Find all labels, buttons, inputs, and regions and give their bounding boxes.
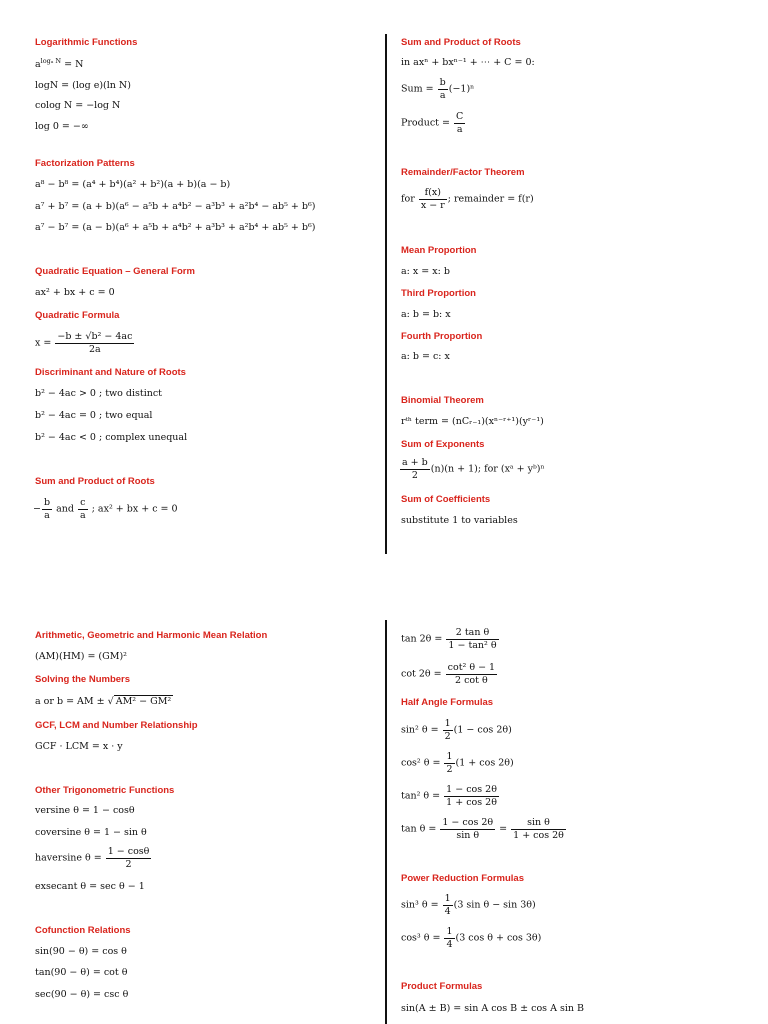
log1-rhs: = N bbox=[64, 59, 84, 70]
disc-formula-1: b² − 4ac > 0 ; two distinct bbox=[35, 388, 162, 399]
half-title: Half Angle Formulas bbox=[401, 697, 494, 708]
half4-num1: 1 − cos 2θ bbox=[442, 817, 494, 828]
tan2-frac bbox=[446, 628, 498, 650]
quad-title: Quadratic Equation – General Form bbox=[35, 266, 195, 277]
cot2-den: 2 cot θ bbox=[455, 674, 488, 686]
half2-two: 2 bbox=[446, 763, 453, 775]
half3-lhs: tan² θ = bbox=[401, 790, 441, 802]
pow2-lhs: cos³ θ = bbox=[401, 932, 441, 944]
trig3-den: 2 bbox=[125, 858, 132, 870]
prodf-title: Product Formulas bbox=[401, 981, 483, 992]
log-formula-3: colog N = −log N bbox=[35, 100, 121, 111]
product-formula bbox=[401, 112, 466, 134]
trig3-lhs: haversine θ = bbox=[35, 852, 102, 864]
prod-frac bbox=[454, 112, 465, 134]
tan2-num: 2 tan θ bbox=[446, 628, 498, 640]
fact-formula-3: a⁷ − b⁷ = (a − b)(a⁶ + a⁵b + a⁴b² + a³b³ + a²b⁴ + ab⁵ + b⁶) bbox=[35, 222, 316, 233]
half2-tail: (1 + cos 2θ) bbox=[455, 757, 514, 769]
sum-lhs: Sum = bbox=[401, 83, 434, 95]
agh-formula: (AM)(HM) = (GM)² bbox=[35, 651, 127, 662]
spr-frac-2 bbox=[78, 498, 88, 520]
cof-formula-1: sin(90 − θ) = cos θ bbox=[35, 946, 127, 957]
spr-frac-1 bbox=[42, 498, 52, 520]
log-formula-2: logN = (log e)(ln N) bbox=[35, 80, 131, 91]
mean-title: Mean Proportion bbox=[401, 245, 477, 256]
half-formula-4 bbox=[401, 818, 567, 840]
half1-lhs: sin² θ = bbox=[401, 724, 439, 736]
trig-formula-4: exsecant θ = sec θ − 1 bbox=[35, 881, 145, 892]
rem-frac bbox=[419, 188, 447, 210]
qf-fraction bbox=[55, 332, 134, 354]
pow1-four: 4 bbox=[444, 905, 451, 917]
half-formula-2 bbox=[401, 752, 514, 774]
bottom-divider bbox=[385, 620, 387, 1024]
half3-frac bbox=[444, 785, 499, 807]
disc-title: Discriminant and Nature of Roots bbox=[35, 367, 186, 378]
cof-formula-3: sec(90 − θ) = csc θ bbox=[35, 989, 129, 1000]
tan2-lhs: tan 2θ = bbox=[401, 633, 443, 645]
solve-lhs: a or b = AM ± bbox=[35, 696, 105, 707]
log-title: Logarithmic Functions bbox=[35, 37, 138, 48]
spr-a2: a bbox=[80, 509, 86, 521]
mean-formula: a: x = x: b bbox=[401, 266, 450, 277]
trig3-frac bbox=[106, 847, 152, 869]
binom-formula: rᵗʰ term = (nCᵣ₋₁)(xⁿ⁻ʳ⁺¹)(yʳ⁻¹) bbox=[401, 416, 544, 427]
trig-formula-1: versine θ = 1 − cosθ bbox=[35, 805, 135, 816]
half3-num: 1 − cos 2θ bbox=[446, 784, 497, 795]
cot2-num: cot² θ − 1 bbox=[447, 662, 496, 673]
spr-c: c bbox=[78, 498, 88, 510]
half2-frac bbox=[444, 752, 454, 774]
spr-left-formula bbox=[33, 498, 178, 520]
spr-right-title: Sum and Product of Roots bbox=[401, 37, 521, 48]
sexp-frac bbox=[400, 458, 430, 480]
trig-title: Other Trigonometric Functions bbox=[35, 785, 175, 796]
half4-den2: 1 + cos 2θ bbox=[513, 829, 564, 841]
spr-right-1: in axⁿ + bxⁿ⁻¹ + ⋯ + C = 0: bbox=[401, 57, 535, 68]
sexp-den: 2 bbox=[411, 469, 418, 481]
cot2-lhs: cot 2θ = bbox=[401, 668, 442, 680]
top-divider bbox=[385, 34, 387, 554]
log-formula-4: log 0 = −∞ bbox=[35, 121, 89, 132]
half1-tail: (1 − cos 2θ) bbox=[453, 724, 512, 736]
sum-formula bbox=[401, 78, 474, 100]
sexp-tail: (n)(n + 1); for (xᵃ + yᵇ)ⁿ bbox=[430, 463, 545, 475]
solve-formula: a or b = AM ± √ AM² − GM² bbox=[35, 696, 172, 707]
fact-title: Factorization Patterns bbox=[35, 158, 135, 169]
pow1-frac bbox=[443, 894, 453, 916]
pow-formula-1 bbox=[401, 894, 536, 916]
qf-num: −b ± √b² − 4ac bbox=[57, 331, 133, 342]
qf-den: 2a bbox=[89, 343, 101, 355]
rem-lhs: for bbox=[401, 193, 415, 205]
scoef-formula: substitute 1 to variables bbox=[401, 515, 518, 526]
pow1-tail: (3 sin θ − sin 3θ) bbox=[453, 899, 536, 911]
cof-formula-2: tan(90 − θ) = cot θ bbox=[35, 967, 128, 978]
cot2-formula bbox=[401, 663, 498, 685]
half-formula-1 bbox=[401, 719, 512, 741]
pow2-tail: (3 cos θ + cos 3θ) bbox=[455, 932, 542, 944]
half3-den: 1 + cos 2θ bbox=[446, 796, 497, 808]
pow-formula-2 bbox=[401, 927, 541, 949]
spr-left-title: Sum and Product of Roots bbox=[35, 476, 155, 487]
sum-frac bbox=[438, 78, 448, 100]
gcf-formula: GCF · LCM = x · y bbox=[35, 741, 123, 752]
sum-a: a bbox=[439, 89, 446, 101]
trig3-num: 1 − cosθ bbox=[107, 846, 150, 857]
half1-one: 1 bbox=[444, 718, 451, 729]
disc-formula-2: b² − 4ac = 0 ; two equal bbox=[35, 410, 153, 421]
spr-tail: ; ax² + bx + c = 0 bbox=[91, 503, 178, 515]
fourth-title: Fourth Proportion bbox=[401, 331, 483, 342]
rem-title: Remainder/Factor Theorem bbox=[401, 167, 525, 178]
log-exp: logₐ N bbox=[40, 57, 62, 65]
half2-one: 1 bbox=[446, 751, 453, 762]
solve-title: Solving the Numbers bbox=[35, 674, 131, 685]
sexp-num: a + b bbox=[402, 457, 428, 468]
fourth-formula: a: b = c: x bbox=[401, 351, 450, 362]
trig-formula-3 bbox=[35, 847, 152, 869]
sum-tail: (−1)ⁿ bbox=[448, 83, 475, 95]
qf-formula bbox=[35, 332, 135, 354]
half4-frac-1 bbox=[440, 818, 495, 840]
disc-formula-3: b² − 4ac < 0 ; complex unequal bbox=[35, 432, 188, 443]
log-base: a bbox=[35, 59, 41, 70]
log-formula-1 bbox=[35, 58, 83, 70]
pow1-one: 1 bbox=[444, 893, 451, 904]
pow2-frac bbox=[444, 927, 454, 949]
third-formula: a: b = b: x bbox=[401, 309, 451, 320]
pow2-one: 1 bbox=[446, 926, 453, 937]
prod-c: C bbox=[456, 111, 464, 122]
sexp-title: Sum of Exponents bbox=[401, 439, 485, 450]
prod-lhs: Product = bbox=[401, 117, 450, 129]
gcf-title: GCF, LCM and Number Relationship bbox=[35, 720, 198, 731]
half4-num2: sin θ bbox=[511, 818, 566, 830]
tan2-formula bbox=[401, 628, 500, 650]
scoef-title: Sum of Coefficients bbox=[401, 494, 491, 505]
fact-formula-1: a⁸ − b⁸ = (a⁴ + b⁴)(a² + b²)(a + b)(a − b) bbox=[35, 179, 231, 190]
half-formula-3 bbox=[401, 785, 500, 807]
agh-title: Arithmetic, Geometric and Harmonic Mean Relation bbox=[35, 630, 268, 641]
rem-num: f(x) bbox=[419, 188, 447, 200]
third-title: Third Proportion bbox=[401, 288, 476, 299]
trig-formula-2: coversine θ = 1 − sin θ bbox=[35, 827, 147, 838]
rem-formula bbox=[401, 188, 534, 210]
spr-b: b bbox=[43, 497, 51, 508]
pow2-four: 4 bbox=[446, 938, 453, 950]
cof-title: Cofunction Relations bbox=[35, 925, 131, 936]
quad-formula: ax² + bx + c = 0 bbox=[35, 287, 115, 298]
cot2-frac bbox=[446, 663, 497, 685]
binom-title: Binomial Theorem bbox=[401, 395, 484, 406]
spr-minus: − bbox=[33, 503, 41, 515]
qf-lhs: x = bbox=[35, 337, 52, 349]
pow1-lhs: sin³ θ = bbox=[401, 899, 439, 911]
pow-title: Power Reduction Formulas bbox=[401, 873, 524, 884]
prodf-formula: sin(A ± B) = sin A cos B ± cos A sin B bbox=[401, 1003, 584, 1014]
spr-and: and bbox=[56, 503, 74, 515]
rem-tail: ; remainder = f(r) bbox=[447, 193, 534, 205]
tan2-den: 1 − tan² θ bbox=[448, 639, 497, 651]
half1-frac bbox=[443, 719, 453, 741]
half1-two: 2 bbox=[444, 730, 451, 742]
half4-eq: = bbox=[499, 823, 508, 835]
half4-lhs: tan θ = bbox=[401, 823, 437, 835]
half2-lhs: cos² θ = bbox=[401, 757, 441, 769]
half4-frac-2 bbox=[511, 818, 566, 840]
solve-rad: AM² − GM² bbox=[115, 696, 172, 707]
qf-title: Quadratic Formula bbox=[35, 310, 120, 321]
spr-a1: a bbox=[44, 509, 50, 521]
sexp-formula bbox=[399, 458, 545, 480]
half4-den1: sin θ bbox=[456, 829, 480, 841]
sum-b: b bbox=[439, 77, 446, 88]
rem-den: x − r bbox=[420, 199, 445, 211]
prod-a: a bbox=[456, 123, 463, 135]
fact-formula-2: a⁷ + b⁷ = (a + b)(a⁶ − a⁵b + a⁴b² − a³b³ + a²b⁴ − ab⁵ + b⁶) bbox=[35, 201, 316, 212]
